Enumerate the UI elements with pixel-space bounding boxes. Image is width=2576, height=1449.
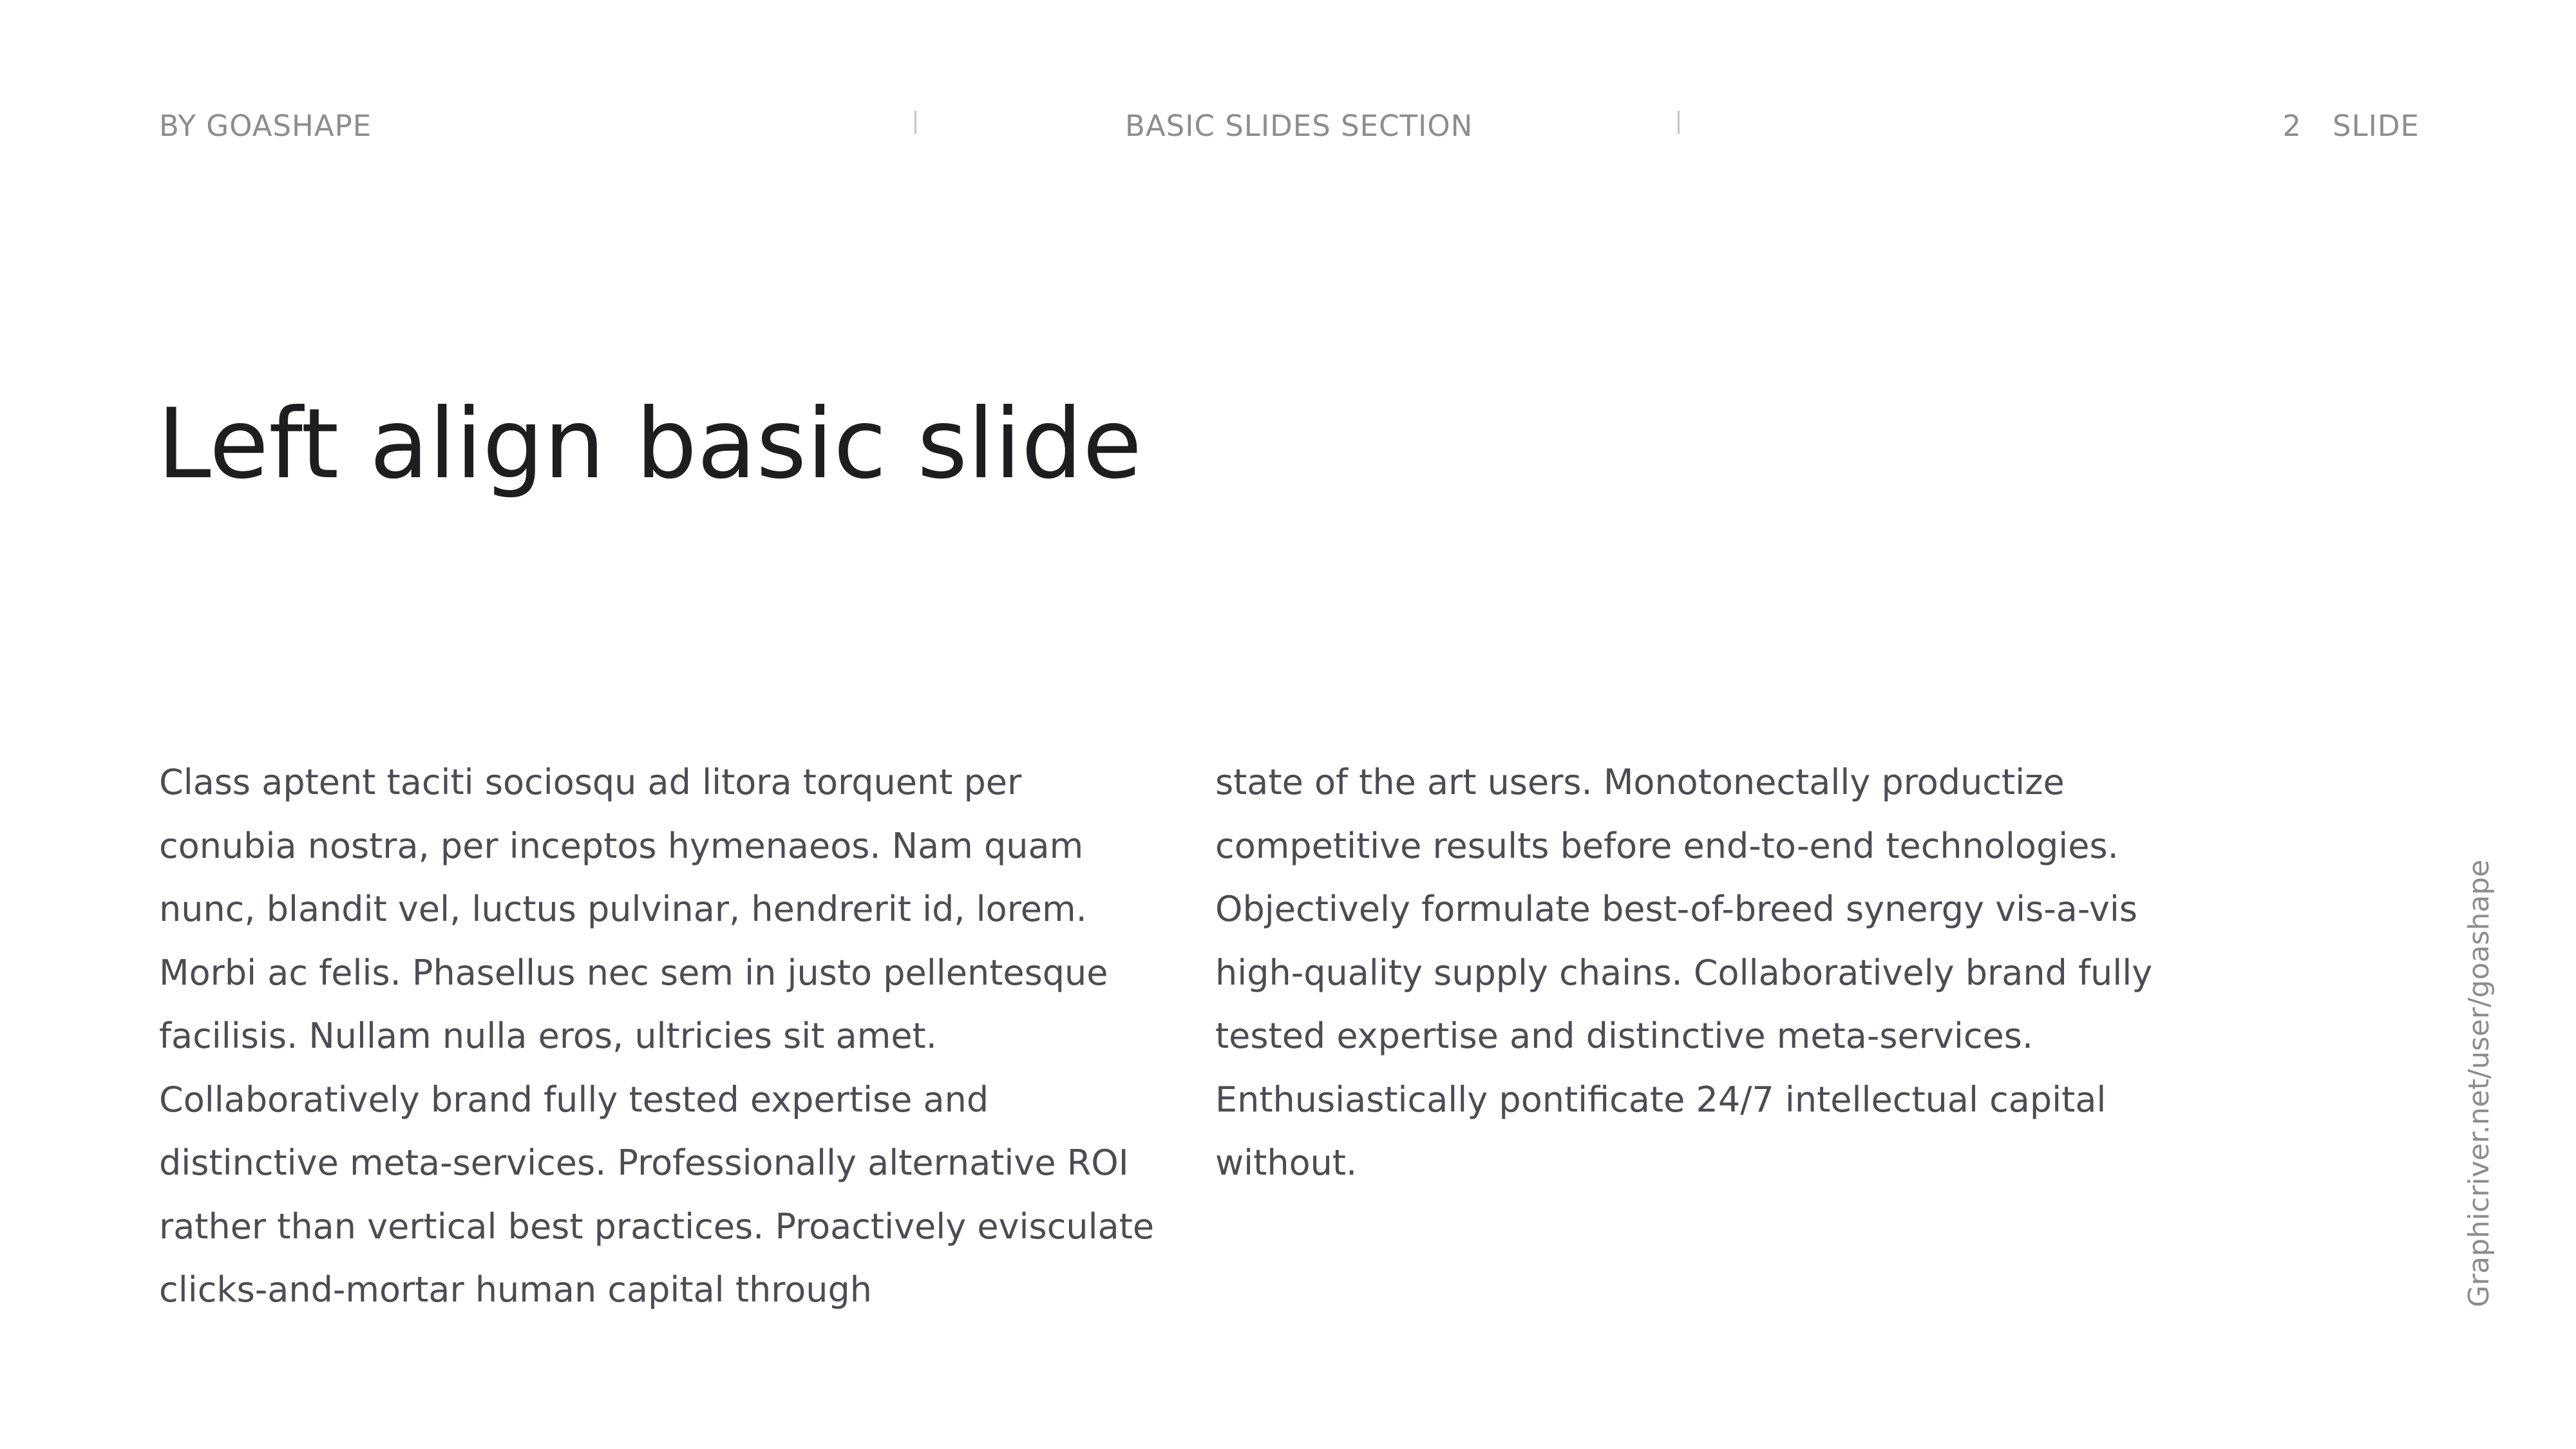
vertical-url-text: Graphicriver.net/user/goashape	[2463, 859, 2496, 1307]
slide-label: SLIDE	[2333, 109, 2420, 143]
slide-title: Left align basic slide	[157, 388, 1142, 500]
header-divider	[914, 111, 916, 134]
author-label: BY GOASHAPE	[159, 109, 372, 143]
slide-number: 2	[2282, 109, 2302, 143]
section-label: BASIC SLIDES SECTION	[1125, 109, 1473, 143]
body-text-right: state of the art users. Monotonectally productize competitive results before end-to-end technologies. Objectively formulate best-of-breed synergy vis-a-vis high-quality supply chains. Collaboratively brand fully tested expertise and distinctive meta-services. Enthusiastically pontificate 24/7 intellectual capital without.	[1215, 762, 2153, 1183]
header-divider	[1678, 111, 1680, 134]
body-text-left: Class aptent taciti sociosqu ad litora torquent per conubia nostra, per inceptos hymenaeos. Nam quam nunc, blandit vel, luctus pulvinar, hendrerit id, lorem. Morbi ac felis. Phasellus nec sem in justo pellentesque facilisis. Nullam nulla eros, ultricies sit amet. Collaboratively brand fully tested expertise and distinctive meta-services. Professionally alternative ROI rather than vertical best practices. Proactively evisculate clicks-and-mortar human capital through	[159, 762, 1155, 1310]
slide-indicator	[2282, 107, 2420, 146]
